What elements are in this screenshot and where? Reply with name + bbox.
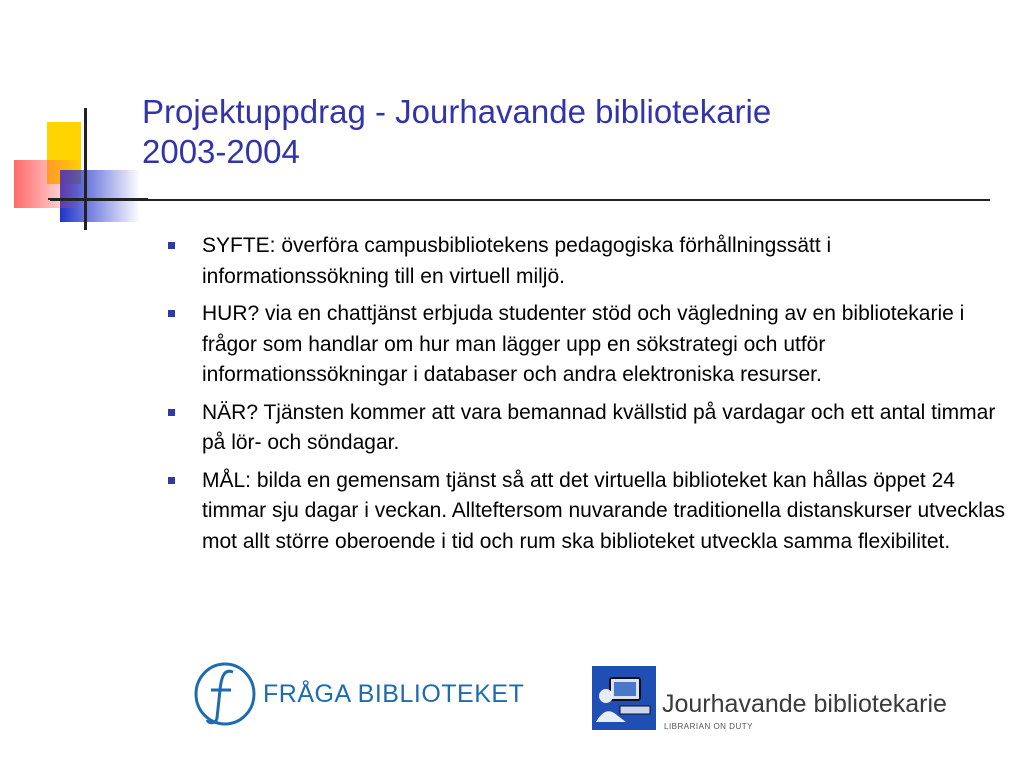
bullet-item-hur (168, 299, 1018, 391)
fraga-biblioteket-logo (193, 660, 525, 728)
slide-title-line-2: 2003-2004 (142, 133, 300, 170)
fraga-f-icon (193, 660, 257, 728)
bullet-text: NÄR? Tjänsten kommer att vara bemannad kvällstid på vardagar och ett antal timmar på lör- och söndagar. (202, 400, 996, 454)
jourhavande-bibliotekarie-logo (592, 666, 952, 732)
bullet-item-nar (168, 398, 1018, 459)
fraga-biblioteket-text: FRÅGA BIBLIOTEKET (263, 680, 525, 708)
bullet-text: HUR? via en chattjänst erbjuda studenter stöd och vägledning av en bibliotekarie i frågor som handlar om hur man lägger upp en sökstrategi och utför informationssökningar i databaser och andra elektroniska resurser. (202, 302, 965, 386)
slide-title-line-1: Projektuppdrag - Jourhavande bibliotekarie (142, 93, 772, 130)
computer-user-icon (592, 666, 656, 730)
slide-title (142, 92, 1002, 172)
title-underline (50, 199, 990, 201)
square-bullet-icon (168, 242, 175, 249)
bullet-list (168, 231, 1018, 564)
librarian-on-duty-text: LIBRARIAN ON DUTY (664, 722, 753, 731)
corner-decoration (0, 0, 150, 240)
square-bullet-icon (168, 409, 175, 416)
bullet-item-mal (168, 466, 1018, 558)
bullet-item-syfte (168, 231, 1018, 292)
jourhavande-bibliotekarie-text: Jourhavande bibliotekarie (662, 690, 947, 718)
square-bullet-icon (168, 310, 175, 317)
bullet-text: SYFTE: överföra campusbibliotekens pedagogiska förhållningssätt i informationssökning till en virtuell miljö. (202, 234, 832, 288)
bullet-text: MÅL: bilda en gemensam tjänst så att det virtuella biblioteket kan hållas öppet 24 timmar sju dagar i veckan. Allteftersom nuvarande traditionella distanskurser utvecklas mot allt större oberoende i tid och rum ska biblioteket utveckla samma flexibilitet. (202, 468, 1006, 553)
square-bullet-icon (168, 477, 175, 484)
